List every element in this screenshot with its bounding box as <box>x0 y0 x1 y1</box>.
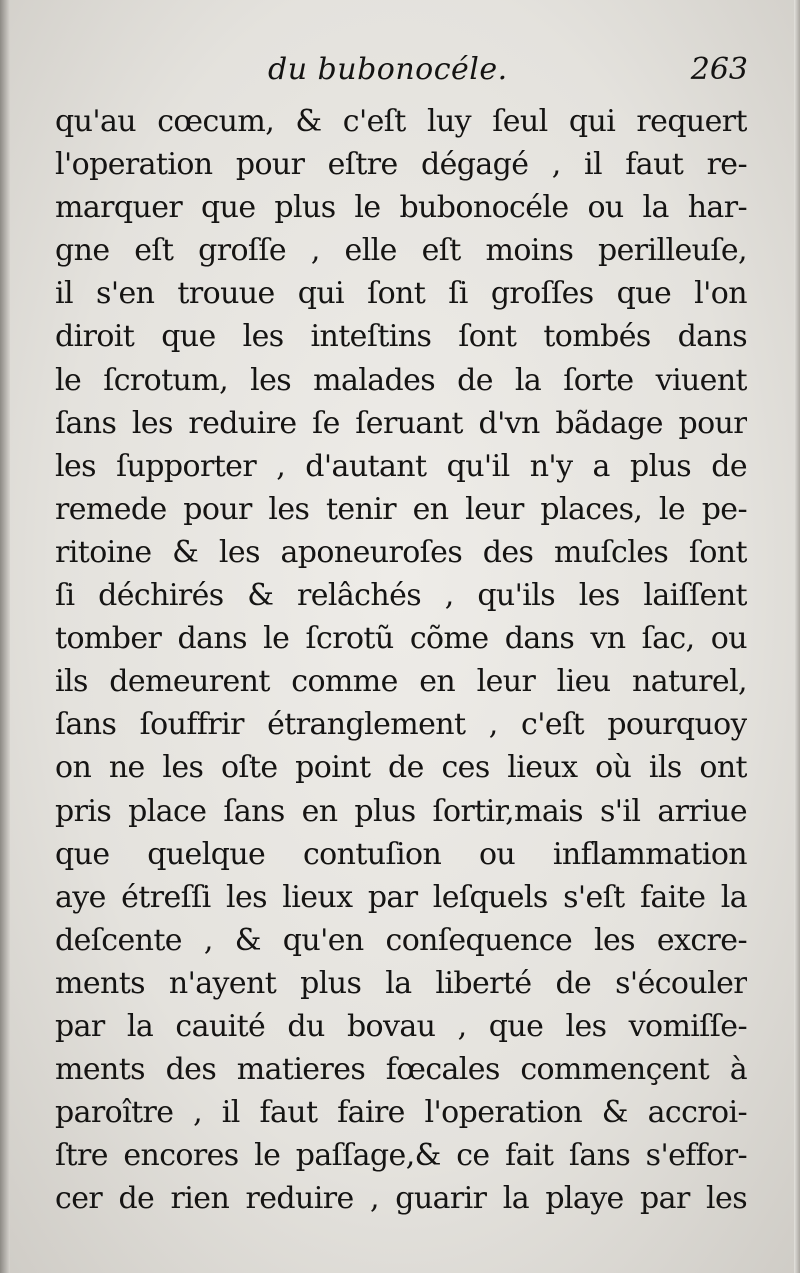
text-line: pris place ſans en plus ſortir,mais s'il arriue <box>55 793 747 829</box>
page-number: 263 <box>690 52 748 87</box>
text-line: qu'au cœcum, & c'eſt luy ſeul qui requert <box>55 104 747 139</box>
text-line: ſans ſouffrir étranglement , c'eſt pourquoy <box>55 707 747 743</box>
text-line: il s'en trouue qui ſont ſi groſſes que l'on <box>55 276 747 312</box>
text-line: paroître , il faut faire l'operation & accroi- <box>55 1095 747 1131</box>
text-line: on ne les oſte point de ces lieux où ils ont <box>55 750 747 786</box>
text-line: deſcente , & qu'en conſequence les excre- <box>55 922 747 958</box>
text-line: ils demeurent comme en leur lieu naturel, <box>55 664 747 700</box>
text-line: gne eſt groſſe , elle eſt moins perilleuſe, <box>55 233 747 269</box>
text-line: l'operation pour eſtre dégagé , il faut re- <box>55 147 747 183</box>
text-line: ments n'ayent plus la liberté de s'écouler <box>55 965 747 1001</box>
text-line: les ſupporter , d'autant qu'il n'y a plus de <box>55 448 747 484</box>
text-line: diroit que les inteſtins ſont tombés dans <box>55 319 747 355</box>
text-line: cer de rien reduire , guarir la playe par les <box>55 1181 747 1217</box>
page-gutter-shadow <box>0 0 10 1273</box>
text-line: ritoine & les aponeuroſes des muſcles ſont <box>55 534 747 570</box>
text-line: ſtre encores le paſſage,& ce fait ſans s'effor- <box>55 1138 747 1174</box>
text-line: ments des matieres fœcales commençent à <box>55 1052 747 1088</box>
text-line: tomber dans le ſcrotũ cõme dans vn ſac, ou <box>55 621 747 657</box>
text-line: ſi déchirés & relâchés , qu'ils les laiſſent <box>55 578 747 614</box>
body-text <box>55 100 747 1220</box>
text-line: aye étreſſi les lieux par leſquels s'eſt faite la <box>55 879 747 915</box>
text-line: que quelque contuſion ou inflammation <box>55 836 747 872</box>
page-header <box>0 52 800 96</box>
text-line: ſans les reduire ſe ſeruant d'vn bãdage pour <box>55 405 747 441</box>
text-line: le ſcrotum, les malades de la ſorte viuent <box>55 362 747 398</box>
text-line: marquer que plus le bubonocéle ou la har- <box>55 190 747 226</box>
text-line: remede pour les tenir en leur places, le pe- <box>55 491 747 527</box>
text-line: par la cauité du bovau , que les vomiſſe- <box>55 1008 747 1044</box>
running-title: du bubonocéle. <box>268 52 508 87</box>
page-edge-shadow <box>794 0 800 1273</box>
